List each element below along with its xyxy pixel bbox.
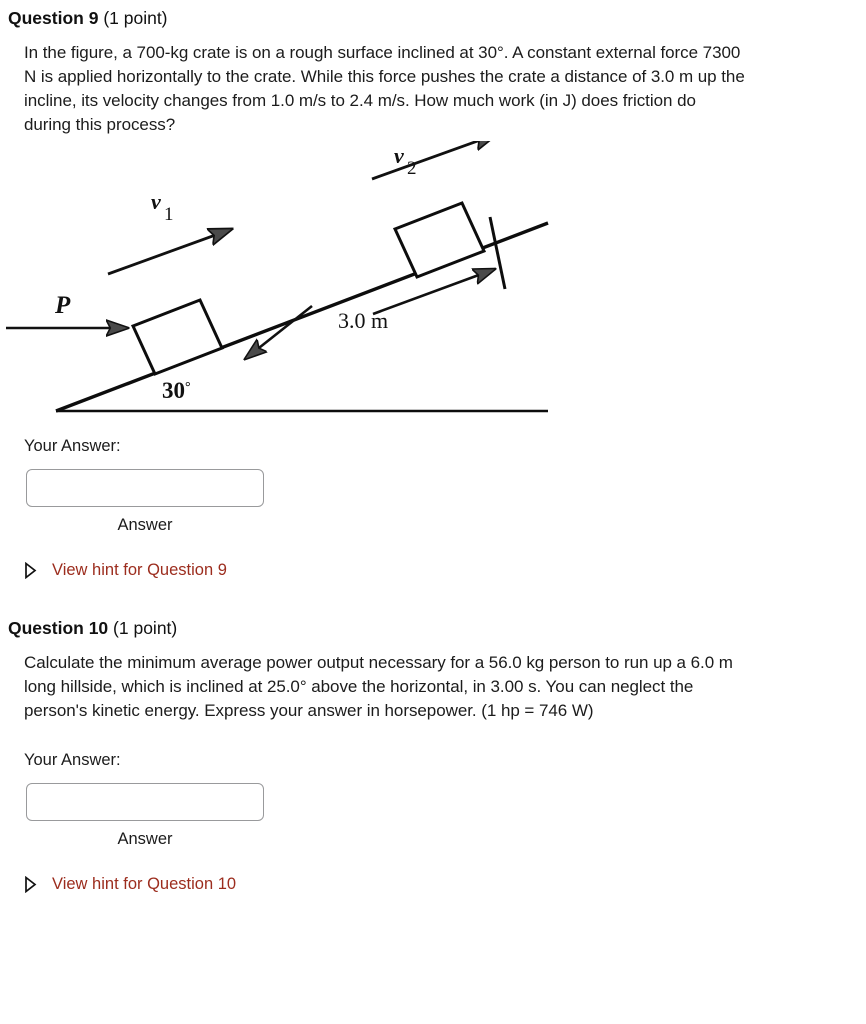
question-9-text: In the figure, a 700-kg crate is on a rough surface inclined at 30°. A constant external force 7300 N is applied horizontally to the crate. While this force pushes the crate a distance of 3.0 m up the incline, its velocity changes from 1.0 m/s to 2.4 m/s. How much work (in J) does friction do during this process?: [24, 43, 745, 134]
answer-label-10: Your Answer:: [24, 750, 121, 769]
answer-input-9[interactable]: [26, 469, 264, 507]
question-block-10: [0, 618, 866, 894]
v1-label-subscript: 1: [164, 203, 174, 225]
distance-label: 3.0 m: [338, 307, 389, 333]
v2-label-subscript: 2: [407, 157, 417, 179]
incline-end-tick: [490, 217, 505, 289]
v1-arrow: [108, 229, 232, 274]
angle-label: 30°: [162, 377, 191, 403]
incline-figure: [0, 141, 866, 431]
question-9-title: Question 9: [8, 8, 99, 28]
question-9-header: [0, 8, 866, 29]
question-10-text: Calculate the minimum average power output necessary for a 56.0 kg person to run up a 6.0 m long hillside, which is inclined at 25.0° above the horizontal, in 3.00 s. You can neglect the person's kinetic energy. Express your answer in horsepower. (1 hp = 746 W): [24, 652, 733, 720]
hint-row-9[interactable]: [24, 561, 866, 580]
answer-caption-10: Answer: [117, 829, 173, 848]
answer-caption-9: Answer: [117, 515, 173, 534]
question-10-title: Question 10: [8, 617, 109, 638]
question-separator: [0, 580, 866, 618]
question-10-header: [0, 618, 866, 639]
view-hint-link-10[interactable]: View hint for Question 10: [52, 874, 237, 893]
v1-label-symbol: v: [151, 188, 161, 214]
hint-row-10[interactable]: [24, 875, 866, 894]
incline-figure-svg: [0, 141, 700, 431]
distance-arrow-right: [373, 269, 495, 314]
v2-arrow: [372, 141, 497, 179]
view-hint-link-9[interactable]: View hint for Question 9: [52, 560, 227, 579]
question-9-points: (1 point): [103, 8, 168, 28]
force-p-label: P: [55, 291, 71, 319]
distance-arrow-left: [245, 306, 312, 359]
answer-label-9: Your Answer:: [24, 436, 121, 455]
answer-input-10[interactable]: [26, 783, 264, 821]
disclosure-triangle-icon[interactable]: [24, 562, 37, 579]
crate-lower: [133, 300, 222, 374]
disclosure-triangle-icon[interactable]: [24, 876, 37, 893]
v2-label-symbol: v: [394, 142, 404, 168]
crate-upper: [395, 203, 484, 277]
question-10-points: (1 point): [113, 617, 178, 638]
